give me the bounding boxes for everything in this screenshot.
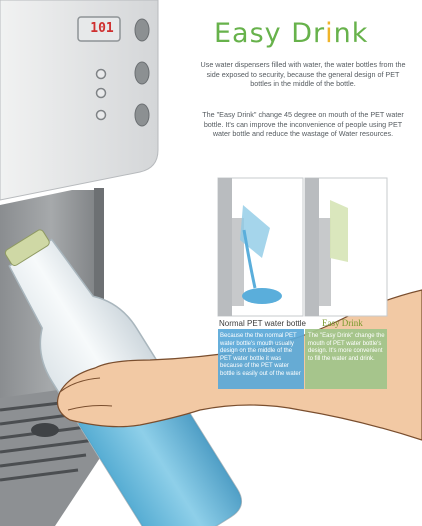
title-suffix: nk (333, 18, 369, 49)
easy-caption: The "Easy Drink" change the mouth of PET water bottle's design. It's more convenient to fill the water and drink. (308, 333, 385, 362)
easy-drink-label: Easy Drink (322, 318, 363, 328)
easy-tray-mini (319, 218, 331, 306)
display-readout: 101 (90, 21, 114, 36)
side-button (135, 104, 149, 126)
page-title (214, 18, 394, 49)
drain-hole (31, 423, 59, 437)
control-button (97, 70, 106, 79)
normal-bottle-label: Normal PET water bottle (219, 319, 306, 328)
side-button (135, 62, 149, 84)
control-button (97, 89, 106, 98)
description-paragraph-2: The "Easy Drink" change 45 degree on mouth of the PET water bottle. It's can improve the inconvenience of people using PET water bottle and reduce the wastage of Water resources. (202, 110, 404, 139)
title-prefix: Easy Dr (214, 18, 326, 49)
normal-caption: Because the the normal PET water bottle's mouth usually design on the middle of the PET water bottle it was because of the PET water bottle is easily out of the water (220, 333, 301, 377)
title-accent: i (325, 18, 334, 49)
easy-bottle-mini (330, 200, 348, 262)
side-button (135, 19, 149, 41)
easy-dispenser-mini (305, 178, 319, 316)
control-button (97, 111, 106, 120)
normal-dispenser-mini (218, 178, 232, 316)
spill-puddle (242, 288, 282, 304)
description-paragraph-1: Use water dispensers filled with water, the water bottles from the side exposed to security, because the general design of PET bottles in the middle of the bottle. (200, 60, 406, 89)
